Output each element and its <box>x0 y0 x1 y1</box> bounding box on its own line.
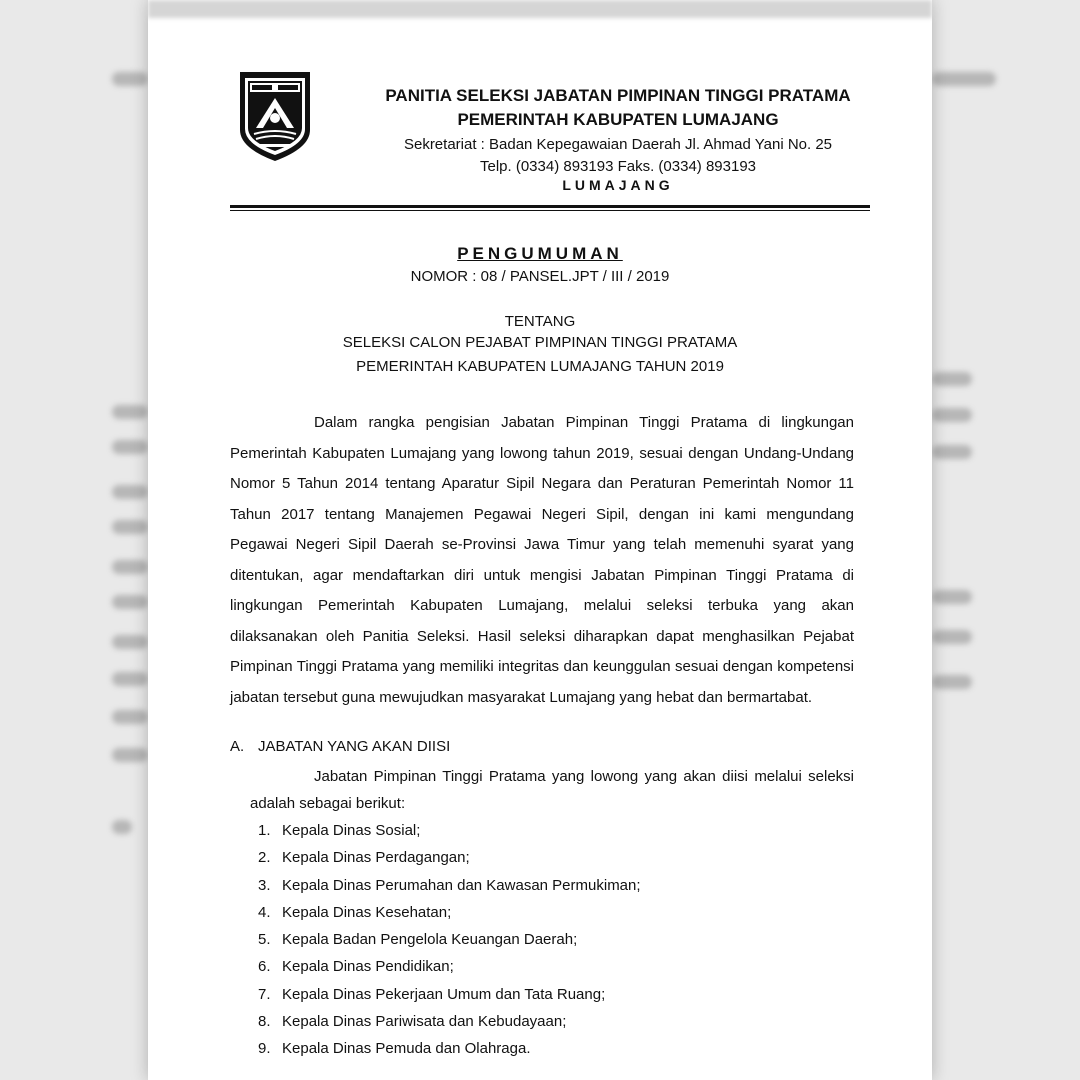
list-item-text: Kepala Dinas Perdagangan; <box>282 849 470 867</box>
list-item-number: 3. <box>258 876 271 894</box>
list-item-text: Kepala Dinas Kesehatan; <box>282 903 452 921</box>
list-item-number: 1. <box>258 822 271 839</box>
list-item-number: 5. <box>258 931 271 949</box>
section-a-heading <box>230 738 450 755</box>
subject-line1: SELEKSI CALON PEJABAT PIMPINAN TINGGI PRATAMA <box>342 334 738 351</box>
list-item <box>258 953 641 980</box>
list-item-number: 4. <box>258 903 271 921</box>
list-item-text: Kepala Dinas Pariwisata dan Kebudayaan; <box>282 1013 567 1031</box>
top-edge <box>148 0 932 18</box>
list-item <box>258 926 641 953</box>
list-item <box>258 899 641 926</box>
list-item <box>258 981 641 1008</box>
list-item <box>258 817 641 844</box>
section-a-intro: Jabatan Pimpinan Tinggi Pratama yang lowong yang akan diisi melalui seleksi adalah sebagai berikut: <box>250 768 854 812</box>
subject-line2: PEMERINTAH KABUPATEN LUMAJANG TAHUN 2019 <box>356 358 724 375</box>
about-label: TENTANG <box>504 313 576 330</box>
list-item-text: Kepala Dinas Perumahan dan Kawasan Permukiman; <box>282 876 641 894</box>
org-name-line2: PEMERINTAH KABUPATEN LUMAJANG <box>457 110 779 129</box>
body-paragraph: Dalam rangka pengisian Jabatan Pimpinan Tinggi Pratama di lingkungan Pemerintah Kabupaten Lumajang yang lowong tahun 2019, sesuai dengan Undang-Undang Nomor 5 Tahun 2014 tentang Aparatur Sipil Negara dan Peraturan Pemerintah Nomor 11 Tahun 2017 tentang Manajemen Pegawai Negeri Sipil, dengan ini kami mengundang Pegawai Negeri Sipil Daerah se-Provinsi Jawa Timur yang telah memenuhi syarat yang ditentukan, agar mendaftarkan diri untuk mengisi Jabatan Pimpinan Tinggi Pratama di lingkungan Pemerintah Kabupaten Lumajang, melalui seleksi terbuka yang akan dilaksanakan oleh Panitia Seleksi. Hasil seleksi diharapkan dapat menghasilkan Pejabat Pimpinan Tinggi Pratama yang memiliki integritas dan keunggulan sesuai dengan kompetensi jabatan tersebut guna mewujudkan masyarakat Lumajang yang hebat dan bermartabat. <box>230 414 854 706</box>
announcement-number: NOMOR : 08 / PANSEL.JPT / III / 2019 <box>410 268 670 285</box>
section-a-number: A. <box>230 738 245 755</box>
header-divider-thin <box>230 210 870 211</box>
list-item-number: 6. <box>258 958 271 976</box>
list-item-number: 2. <box>258 849 271 867</box>
telephone-line: Telp. (0334) 893193 Faks. (0334) 893193 <box>479 158 757 175</box>
list-item-text: Kepala Dinas Pemuda dan Olahraga. <box>282 1040 531 1058</box>
list-item <box>258 1008 641 1035</box>
list-item-number: 9. <box>258 1040 271 1058</box>
header-divider-thick <box>230 205 870 208</box>
list-item-number: 8. <box>258 1013 271 1031</box>
org-name-line1: PANITIA SELEKSI JABATAN PIMPINAN TINGGI PRATAMA <box>385 86 851 105</box>
list-item-text: Kepala Dinas Pekerjaan Umum dan Tata Ruang; <box>282 985 606 1003</box>
list-item <box>258 844 641 871</box>
list-item-text: Kepala Dinas Pendidikan; <box>282 958 454 976</box>
list-item-text: Kepala Badan Pengelola Keuangan Daerah; <box>282 931 578 949</box>
list-item-number: 7. <box>258 985 271 1003</box>
list-item-text: Kepala Dinas Sosial; <box>282 822 421 839</box>
list-item <box>258 872 641 899</box>
lumajang-regency-emblem-icon <box>236 68 314 164</box>
section-a-title: JABATAN YANG AKAN DIISI <box>258 738 451 755</box>
document-page <box>148 0 932 1080</box>
list-item <box>258 1035 641 1062</box>
position-list <box>258 817 641 1063</box>
secretariat-address: Sekretariat : Badan Kepegawaian Daerah Jl. Ahmad Yani No. 25 <box>403 136 833 153</box>
announcement-title: PENGUMUMAN <box>457 244 623 263</box>
city-name: LUMAJANG <box>562 177 674 193</box>
